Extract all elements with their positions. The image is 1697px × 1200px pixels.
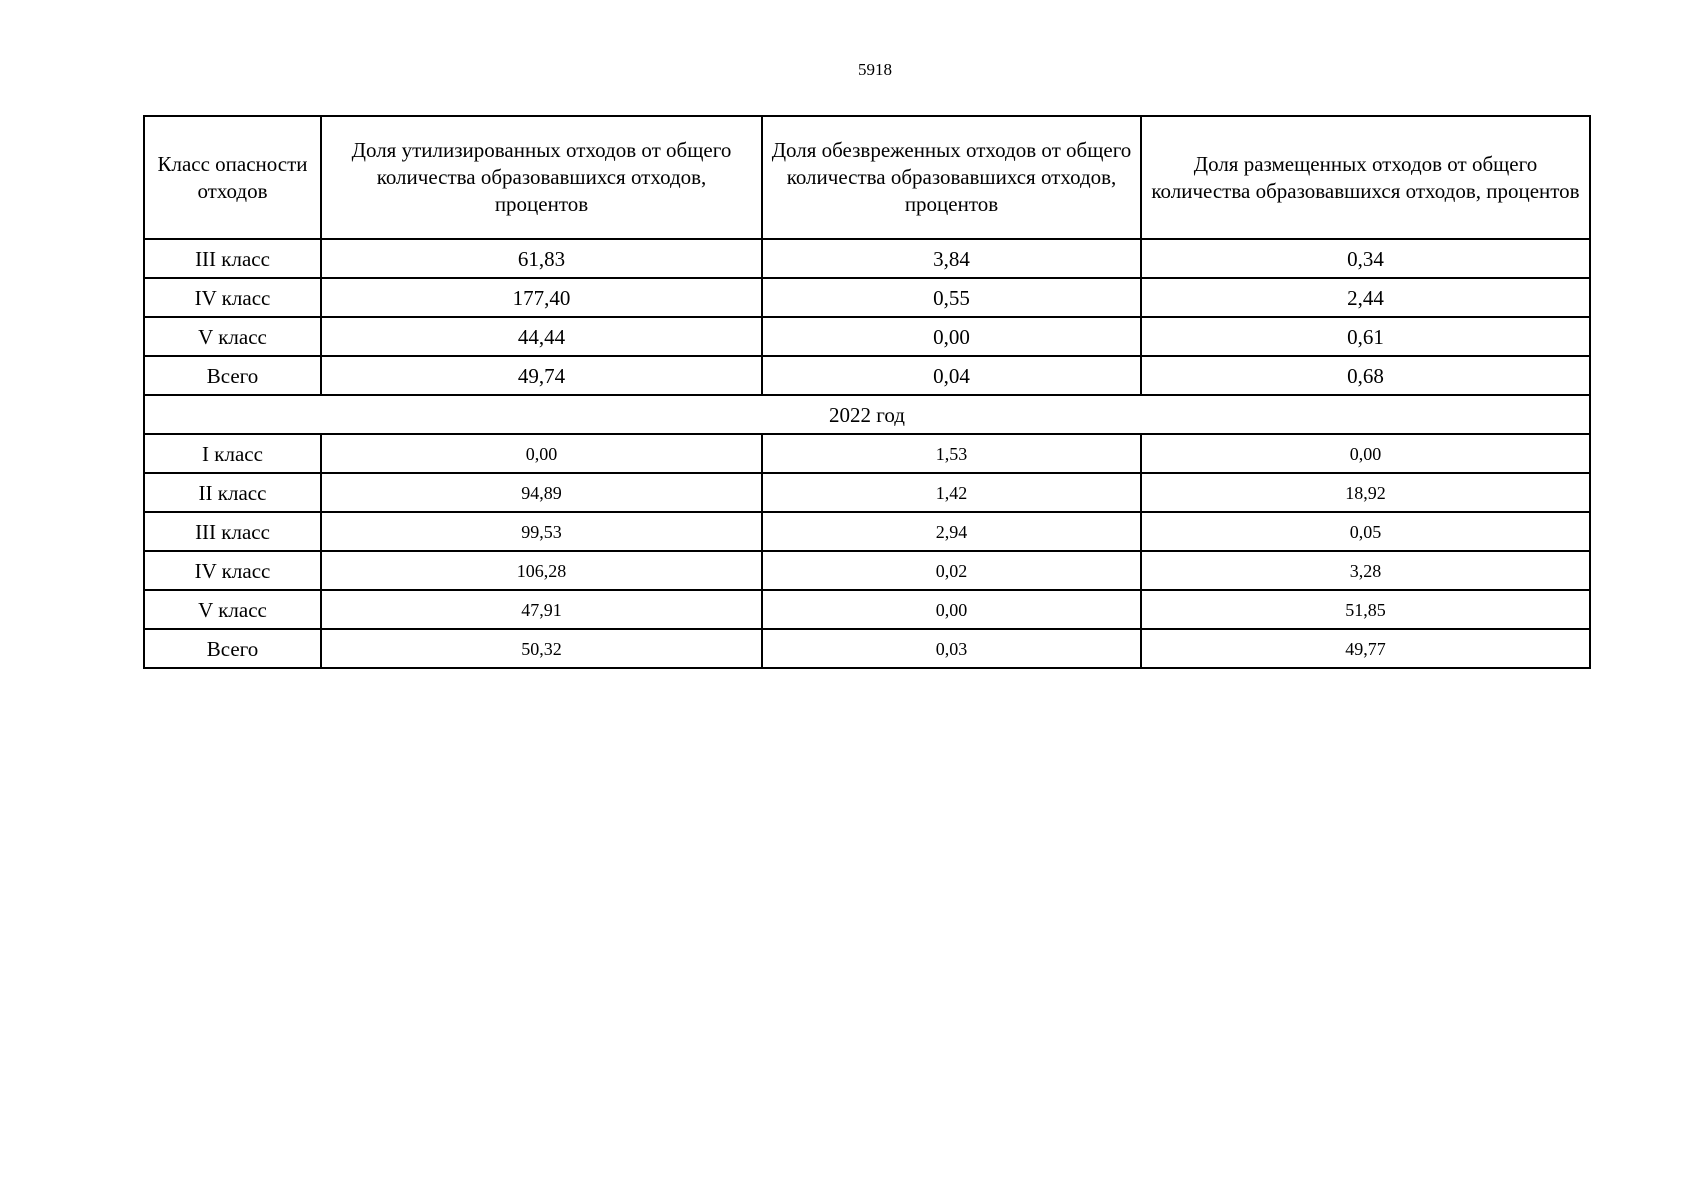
utilized-cell: 50,32 <box>321 629 762 668</box>
utilized-cell: 106,28 <box>321 551 762 590</box>
hazard-class-cell: IV класс <box>144 278 321 317</box>
table-row <box>144 317 1590 356</box>
placed-cell: 0,34 <box>1141 239 1590 278</box>
hazard-class-cell: II класс <box>144 473 321 512</box>
neutralized-cell: 0,00 <box>762 590 1141 629</box>
table-row <box>144 356 1590 395</box>
neutralized-cell: 1,42 <box>762 473 1141 512</box>
table-row <box>144 278 1590 317</box>
hazard-class-cell: V класс <box>144 317 321 356</box>
utilized-cell: 94,89 <box>321 473 762 512</box>
placed-cell: 49,77 <box>1141 629 1590 668</box>
placed-cell: 0,00 <box>1141 434 1590 473</box>
utilized-cell: 49,74 <box>321 356 762 395</box>
table-row <box>144 551 1590 590</box>
neutralized-cell: 0,55 <box>762 278 1141 317</box>
table-row <box>144 473 1590 512</box>
section-row <box>144 395 1590 434</box>
neutralized-cell: 0,04 <box>762 356 1141 395</box>
utilized-cell: 0,00 <box>321 434 762 473</box>
table-header-row <box>144 116 1590 239</box>
neutralized-cell: 3,84 <box>762 239 1141 278</box>
placed-cell: 0,68 <box>1141 356 1590 395</box>
section-year-label: 2022 год <box>144 395 1590 434</box>
utilized-cell: 61,83 <box>321 239 762 278</box>
table-row <box>144 434 1590 473</box>
placed-cell: 3,28 <box>1141 551 1590 590</box>
hazard-class-cell: III класс <box>144 239 321 278</box>
table-row <box>144 629 1590 668</box>
utilized-cell: 47,91 <box>321 590 762 629</box>
neutralized-cell: 1,53 <box>762 434 1141 473</box>
header-hazard-class: Класс опасности отходов <box>144 116 321 239</box>
header-placed-share: Доля размещенных отходов от общего количества образовавшихся отходов, процентов <box>1141 116 1590 239</box>
table-row <box>144 590 1590 629</box>
hazard-class-cell: Всего <box>144 356 321 395</box>
hazard-class-cell: III класс <box>144 512 321 551</box>
waste-share-table <box>143 115 1591 669</box>
neutralized-cell: 2,94 <box>762 512 1141 551</box>
placed-cell: 51,85 <box>1141 590 1590 629</box>
utilized-cell: 177,40 <box>321 278 762 317</box>
page-number: 5918 <box>858 60 892 79</box>
placed-cell: 2,44 <box>1141 278 1590 317</box>
neutralized-cell: 0,00 <box>762 317 1141 356</box>
placed-cell: 0,61 <box>1141 317 1590 356</box>
neutralized-cell: 0,02 <box>762 551 1141 590</box>
table-row <box>144 512 1590 551</box>
hazard-class-cell: Всего <box>144 629 321 668</box>
hazard-class-cell: V класс <box>144 590 321 629</box>
header-neutralized-share: Доля обезвреженных отходов от общего количества образовавшихся отходов, процентов <box>762 116 1141 239</box>
header-utilized-share: Доля утилизированных отходов от общего количества образовавшихся отходов, процентов <box>321 116 762 239</box>
placed-cell: 0,05 <box>1141 512 1590 551</box>
utilized-cell: 99,53 <box>321 512 762 551</box>
hazard-class-cell: I класс <box>144 434 321 473</box>
utilized-cell: 44,44 <box>321 317 762 356</box>
table-row <box>144 239 1590 278</box>
neutralized-cell: 0,03 <box>762 629 1141 668</box>
placed-cell: 18,92 <box>1141 473 1590 512</box>
hazard-class-cell: IV класс <box>144 551 321 590</box>
